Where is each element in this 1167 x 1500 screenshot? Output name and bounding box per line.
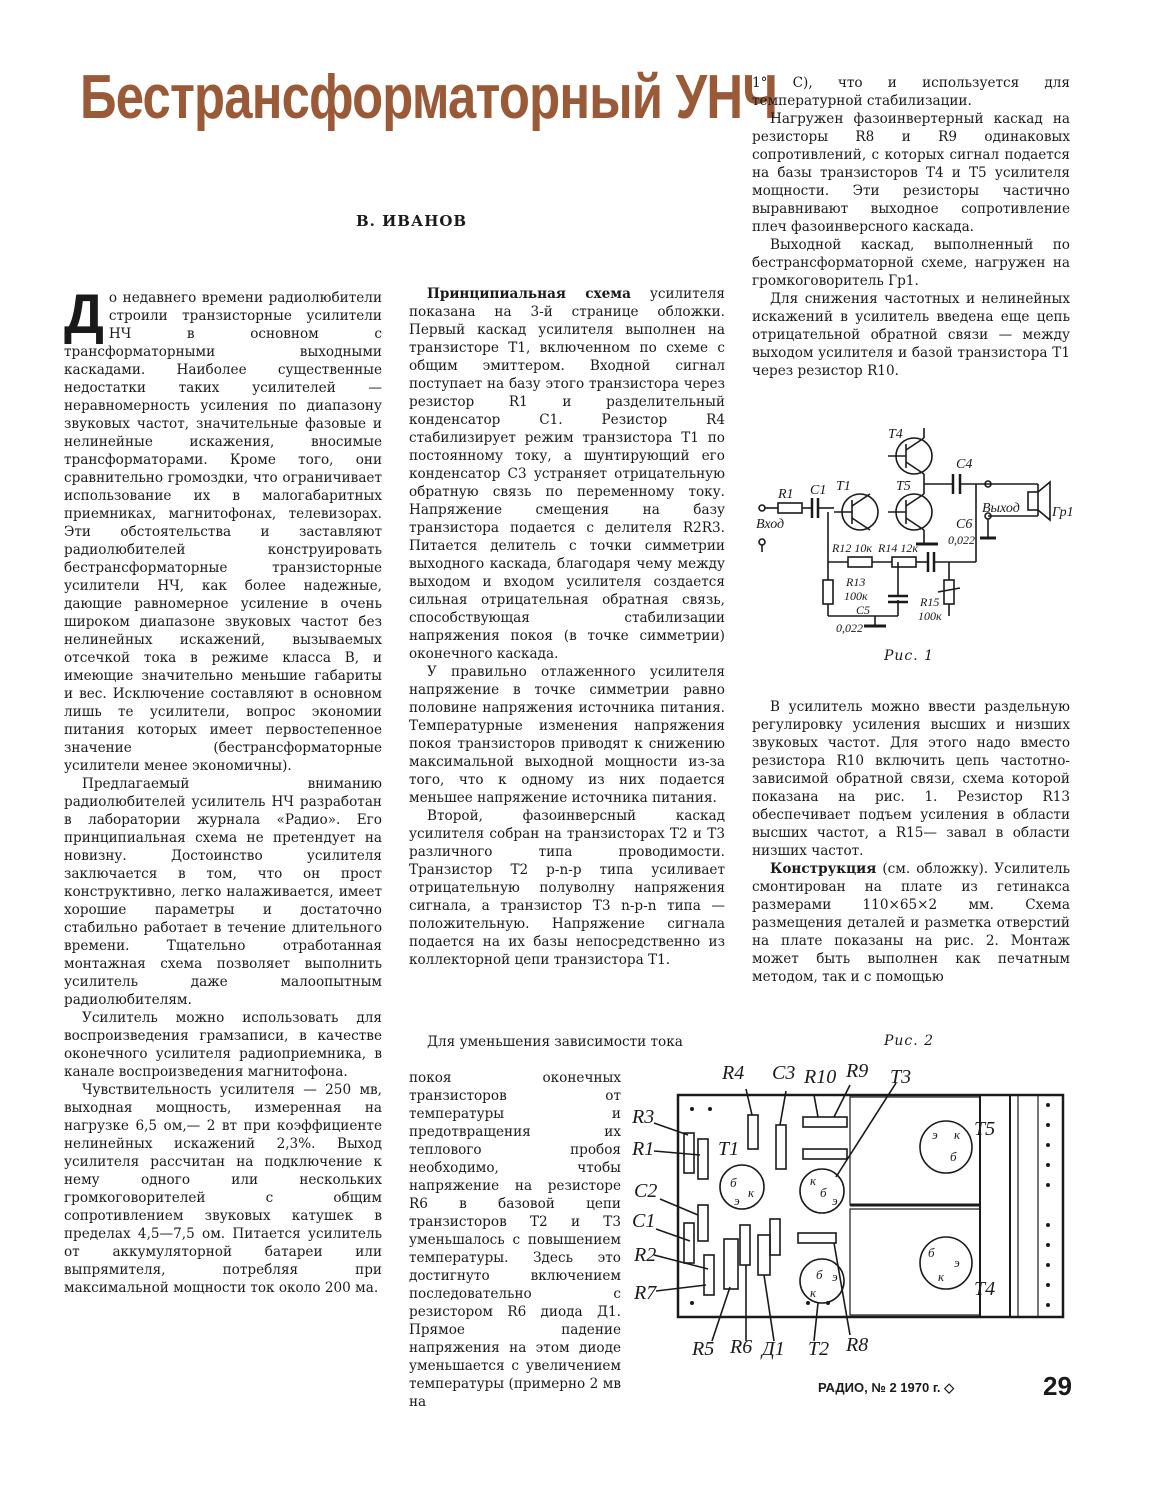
paragraph: В усилитель можно ввести раздельную регулировку усиления высших и низших звуковых частот. Для этого надо вместо резистора R10 включить цепь частотно-зависимой обратной связи, схема которой показана на рис. 1. Резистор R13 обеспечивает подъем усиления в области высших частот, а R15— завал в области низших частот. xyxy=(752,699,1070,859)
label-c4: C4 xyxy=(956,457,973,472)
label-r9: R9 xyxy=(846,1060,869,1082)
label-t4: T4 xyxy=(888,427,903,442)
pin-label: б xyxy=(730,1175,737,1190)
section-lead: Принципиальная схема xyxy=(427,286,631,302)
label-in: Вход xyxy=(756,517,785,532)
label-r7: R7 xyxy=(634,1282,657,1304)
paragraph: Усилитель можно использовать для воспроизведения грамзаписи, в качестве оконечного усилителя радиоприемника, в канале воспроизведения магнитофона. xyxy=(64,1010,382,1080)
pin-label: к xyxy=(748,1185,755,1200)
label-r13: R13 xyxy=(846,575,866,589)
figure-2-caption: Рис. 2 xyxy=(884,1033,935,1049)
label-out: Выход xyxy=(982,501,1020,516)
label-c1: C1 xyxy=(810,483,827,498)
resistor-r12 xyxy=(848,557,872,567)
text-column-2-narrow xyxy=(409,1069,621,1411)
label-r13-value: 100к xyxy=(844,589,868,603)
label-d1: Д1 xyxy=(762,1338,785,1360)
pin-label: э xyxy=(832,1269,838,1284)
resistor-r14 xyxy=(892,557,916,567)
paragraph: Предлагаемый вниманию радиолюбителей усилитель НЧ разработан в лаборатории журнала «Радио». Его принципиальная схема не претендует на новизну. Достоинство усилителя заключается в том, что он прост конструктивно, легко налаживается, имеет хорошие параметры и достаточно стабильно работает в течение длительного времени. Тщательно отработанная монтажная схема позволяет выполнить усилитель даже малоопытным радиолюбителям. xyxy=(64,776,382,1008)
paragraph-text: усилителя показана на 3-й странице обложки. Первый каскад усилителя выполнен на транзисторе T1, включенном по схеме с общим эмиттером. Входной сигнал поступает на базу этого транзистора через резистор R1 и разделительный конденсатор C1. Резистор R4 стабилизирует режим транзистора T1 по постоянному току, а шунтирующий его конденсатор C3 устраняет отрицательную обратную связь по переменному току. Напряжение смещения на базу транзистора подается с делителя R2R3. Питается делитель с точки симметрии выходного каскада, благодаря чему между выходом и входом усилителя создается сильная отрицательная обратная связь, способствующая стабилизации напряжения покоя (в точке симметрии) оконечного каскада. xyxy=(409,286,725,662)
text-column-4 xyxy=(752,698,1070,986)
article-author: В. ИВАНОВ xyxy=(356,212,468,230)
drop-cap: Д xyxy=(64,282,104,345)
paragraph: Выходной каскад, выполненный по бестрансформаторной схеме, нагружен на громкоговоритель Гр1. xyxy=(752,237,1070,289)
label-r8: R8 xyxy=(846,1334,869,1356)
label-c3: C3 xyxy=(772,1062,796,1084)
article-title: Бестрансформаторный УНЧ xyxy=(80,63,778,132)
paragraph xyxy=(64,282,382,775)
label-r15: R15 xyxy=(920,595,940,609)
label-r6: R6 xyxy=(730,1336,753,1358)
pin-label: к xyxy=(938,1269,945,1284)
label-r14: R14 12к xyxy=(878,541,918,555)
pin-label: э xyxy=(932,1127,938,1142)
label-c6: C6 xyxy=(956,517,973,532)
resistor-r1 xyxy=(778,503,802,513)
figure-1-caption: Рис. 1 xyxy=(884,648,935,664)
text-column-2-tail xyxy=(409,1033,725,1051)
pin-label: б xyxy=(928,1245,935,1260)
pin-label: б xyxy=(950,1149,957,1164)
paragraph: Чувствительность усилителя — 250 мв, выходная мощность, измеренная на нагрузке 6,5 ом,— 2 вт при коэффициенте нелинейных искажений 2,3%. Выход усилителя рассчитан на подключение к нему одного или нескольких громкоговорителей с общим сопротивлением звуковых катушек в пределах 4,5—7,5 ом. Питается усилитель от аккумуляторной батареи или выпрямителя, потребляя при максимальной мощности ток около 200 ма. xyxy=(64,1082,382,1296)
text-column-3 xyxy=(752,74,1070,380)
paragraph: покоя оконечных транзисторов от температуры и предотвращения их теплового пробоя необходимо, чтобы напряжение на резисторе R6 в базовой цепи транзисторов T2 и T3 уменьшалось с повышением температуры. Здесь это достигнуто включением последовательно с резистором R6 диода Д1. Прямое падение напряжения на этом диоде уменьшается с увеличением температуры (примерно 2 мв на xyxy=(409,1070,621,1410)
label-c5: C5 xyxy=(856,603,871,617)
pin-label: б xyxy=(816,1267,823,1282)
transistor-socket-t1 xyxy=(720,1165,764,1209)
pin-label: к xyxy=(954,1127,961,1142)
label-r15-value: 100к xyxy=(918,609,942,623)
paragraph-text: о недавнего времени радиолюбители строили транзисторные усилители НЧ в основном с трансформаторными выходными каскадами. Наиболее существенные недостатки таких усилителей — неравномерность усиления по диапазону звуковых частот, значительные фазовые и нелинейные искажения, вносимые трансформаторами. Кроме того, они сравнительно громоздки, что ограничивает использование их в малогабаритных приемниках, магнитофонах, телевизорах. Эти обстоятельства и заставляют радиолюбителей конструировать бестрансформаторные транзисторные усилители НЧ, как более надежные, дающие равномерное усиление в очень широком диапазоне звуковых частот без нелинейных искажений, вызываемых отсечкой тока в режиме класса В, и имеющие значительно меньшие габариты и вес. Исключение составляют в основном лишь те усилители, вопрос экономии питания которых имеет первостепенное значение (бестрансформаторные усилители менее экономичны). xyxy=(64,290,382,774)
label-r1: R1 xyxy=(778,487,794,502)
label-t1: T1 xyxy=(718,1138,740,1160)
label-t5: T5 xyxy=(974,1118,996,1140)
label-r1: R1 xyxy=(632,1138,655,1160)
pin-label: к xyxy=(810,1285,817,1300)
label-r3: R3 xyxy=(632,1106,655,1128)
label-gr1: Гр1 xyxy=(1052,505,1074,520)
label-r5: R5 xyxy=(692,1338,715,1360)
paragraph: Второй, фазоинверсный каскад усилителя собран на транзисторах T2 и T3 различного типа проводимости. Транзистор T2 p-n-p типа усиливает отрицательную полуволну напряжения сигнала, а транзистор T3 n-p-n типа — положительную. Напряжение сигнала подается на их базы непосредственно из коллекторной цепи транзистора T1. xyxy=(409,808,725,968)
label-c5-value: 0,022 xyxy=(836,621,863,635)
paragraph xyxy=(752,860,1070,986)
pin-label: к xyxy=(810,1173,817,1188)
paragraph: Для уменьшения зависимости тока xyxy=(427,1034,683,1050)
paragraph: Нагружен фазоинвертерный каскад на резисторы R8 и R9 одинаковых сопротивлений, с которых сигнал подается на базы транзисторов T4 и T5 усилителя мощности. Эти резисторы частично выравнивают выходное сопротивление плеч фазоинверсного каскада. xyxy=(752,111,1070,235)
label-t4: T4 xyxy=(974,1278,996,1300)
label-c6-value: 0,022 xyxy=(948,533,975,547)
pin-label: э xyxy=(832,1193,838,1208)
label-r2: R2 xyxy=(634,1244,657,1266)
paragraph-text: (см. обложку). Усилитель смонтирован на плате из гетинакса размерами 110×65×2 мм. Схема размещения деталей и разметка отверстий на плате показаны на рис. 2. Монтаж может быть выполнен как печатным методом, так и с помощью xyxy=(752,861,1070,985)
section-lead: Конструкция xyxy=(770,861,877,877)
resistor-r13 xyxy=(823,580,833,604)
figure-2-board-layout xyxy=(628,1055,1078,1365)
label-t1: T1 xyxy=(836,479,851,494)
paragraph: Для снижения частотных и нелинейных искажений в усилитель введена еще цепь отрицательной обратной связи — между выходом усилителя и базой транзистора T1 через резистор R10. xyxy=(752,291,1070,379)
resistor-r15 xyxy=(944,580,954,604)
label-c1: C1 xyxy=(632,1210,656,1232)
pin-label: э xyxy=(954,1255,960,1270)
paragraph: 1° С), что и используется для температурной стабилизации. xyxy=(752,75,1070,109)
text-column-2 xyxy=(409,285,725,969)
transistor-socket-t5 xyxy=(920,1121,972,1173)
text-column-1 xyxy=(64,282,382,1297)
label-r10: R10 xyxy=(804,1066,837,1088)
label-r12: R12 10к xyxy=(832,541,872,555)
label-r4: R4 xyxy=(722,1062,745,1084)
figure-1-schematic xyxy=(748,420,1078,645)
paragraph: У правильно отлаженного усилителя напряжение в точке симметрии равно половине напряжения источника питания. Температурные изменения напряжения покоя транзисторов приводят к снижению максимальной выходной мощности из-за того, что к одному из них подается меньшее напряжение источника питания. xyxy=(409,664,725,806)
pin-label: э xyxy=(734,1193,740,1208)
label-t5: T5 xyxy=(896,479,911,494)
label-t3: T3 xyxy=(890,1066,912,1088)
speaker-gr1 xyxy=(1028,492,1038,510)
paragraph xyxy=(409,285,725,663)
journal-footer: РАДИО, № 2 1970 г. ◇ xyxy=(818,1380,955,1395)
pin-label: б xyxy=(820,1185,827,1200)
label-t2: T2 xyxy=(808,1338,830,1360)
label-c2: C2 xyxy=(634,1180,658,1202)
page-number: 29 xyxy=(1043,1371,1072,1401)
